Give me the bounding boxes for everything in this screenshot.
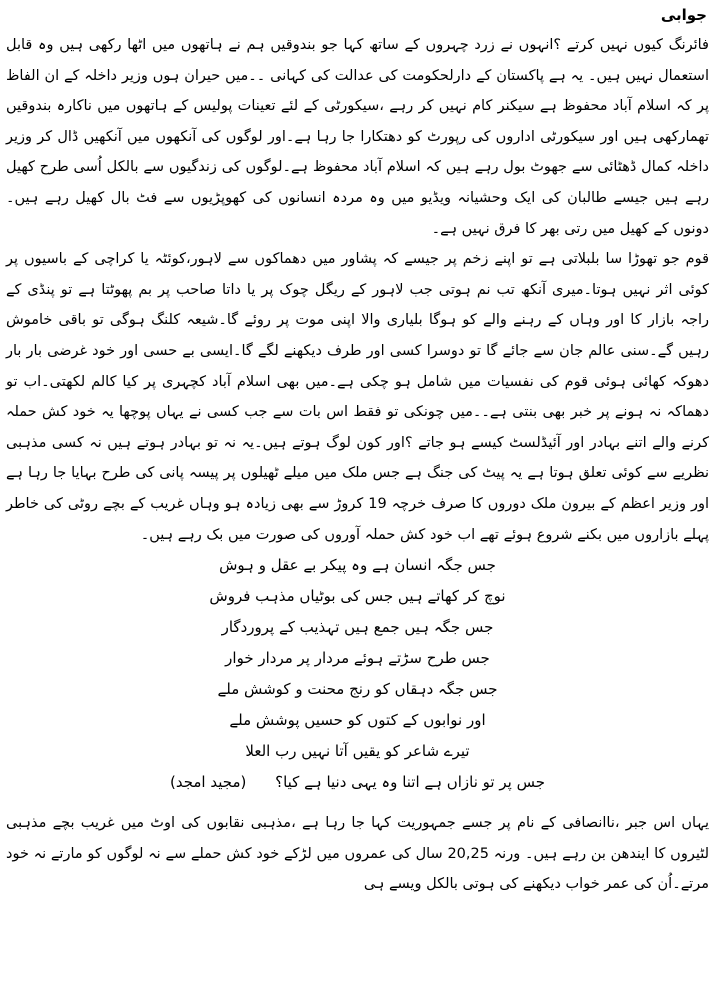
- poem-line: جس جگہ دہقاں کو رنج محنت و کوشش ملے: [217, 680, 498, 699]
- poem-line: اور نوابوں کے کتوں کو حسیں پوشش ملے: [229, 711, 486, 730]
- poem-line: جس طرح سڑتے ہوئے مردار پر مردار خوار: [225, 649, 490, 668]
- poem-attribution: (مجید امجد): [169, 773, 247, 792]
- paragraph-closing: یہاں اس جبر ،ناانصافی کے نام پر جسے جمہوریت کہا جا رہا ہے ،مذہبی نقابوں کی اوٹ میں غریب بچے مذہبی لٹیروں کا ایندھن بن رہے ہیں۔ ورنہ 20,25 سال کی عمروں میں لڑکے خود کش حملے سے نہ لوگوں کو مارتے نہ خود مرتے۔اُن کی عمر خواب دیکھنے کی ہوتی بالکل ویسے ہی: [6, 815, 709, 893]
- article: [6, 0, 709, 998]
- poem-line: نوچ کر کھاتے ہیں جس کی بوٹیاں مذہب فروش: [209, 587, 506, 606]
- paragraph-nation-suicide-attacks: قوم جو تھوڑا سا بلبلاتی ہے تو اپنے زخم پر جیسے کہ پشاور میں دھماکوں سے لاہور،کوئٹہ یا کراچی کے باسیوں پر کوئی اثر نہیں ہوتا۔میری آنکھ تب نم ہوتی جب لاہور کے ریگل چوک پر یا داتا صاحب پر بم پھوٹتا ہے تو پنڈی کے راجہ بازار کا اور وہاں کے رہنے والے کو ہوگا بلیاری والا اپنی موت پر روئے گا۔شیعہ کلنگ ہوگی تو باقی خاموش رہیں گے۔سنی عالم جان سے جائے گا تو دوسرا کسی اور طرف دیکھنے لگے گا۔ایسی بے حسی اور خود غرضی بار بار دھوکہ کھائی ہوئی قوم کی نفسیات میں شامل ہو چکی ہے۔میں بھی اسلام آباد کچہری پر کیا کالم لکھتی۔اب تو دھماکہ نہ ہونے پر خبر بھی بنتی ہے۔۔میں چونکی تو فقط اس بات سے جب کسی نے یہاں پوچھا یہ خود کش حملہ کرنے والے اتنے بہادر اور آئیڈلسٹ کیسے ہو جاتے ؟اور کون لوگ ہوتے ہیں۔یہ نہ تو بہادر ہوتے ہیں نہ کسی مذہبی نظریے سے کوئی تعلق ہوتا ہے یہ پیٹ کی جنگ ہے جس ملک میں میلے ٹھیلوں پر پیسہ پانی کی طرح بہایا جا رہا ہے اور وزیر اعظم کے بیرون ملک دوروں کا صرف خرچہ 19 کروڑ سے بھی زیادہ ہو وہاں غریب کے بچے روٹی کی خاطر پہلے بازاروں میں بکنے شروع ہوئے تھے اب خود کش حملہ آوروں کی صورت میں بک رہے ہیں۔: [6, 251, 709, 543]
- poem-line: جس جگہ ہیں جمع ہیں تہذیب کے پروردگار: [221, 618, 494, 637]
- poem-final-line: [6, 767, 709, 798]
- paragraph-court-security: فائرنگ کیوں نہیں کرتے ؟انہوں نے زرد چہروں کے ساتھ کہا جو بندوقیں ہم نے ہاتھوں میں اٹھا رکھی ہیں وہ قابل استعمال نہیں ہیں۔ یہ ہے پاکستان کے دارلحکومت کی عدالت کی کہانی ۔۔میں حیران ہوں وزیر داخلہ کے ان الفاظ پر کہ اسلام آباد محفوظ ہے سیکنر کام نہیں کر رہے ،سیکورٹی کے لئے تعینات پولیس کے ہاتھوں میں ناکارہ بندوقیں تھمارکھی ہیں اور سیکورٹی اداروں کی رپورٹ کو دھتکارا جا رہا ہے۔اور لوگوں کی آنکھوں میں آنکھیں ڈال کر وزیر داخلہ کمال ڈھٹائی سے جھوٹ بول رہے ہیں کہ اسلام آباد محفوظ ہے۔لوگوں کی زندگیوں سے بالکل اُسی طرح کھیل رہے ہیں جیسے طالبان کی ایک وحشیانہ ویڈیو میں وہ مردہ انسانوں کی کھوپڑیوں سے فٹ بال کھیل رہے ہیں۔دونوں کے کھیل میں رتی بھر کا فرق نہیں ہے۔: [6, 37, 709, 237]
- section-heading: جوابی: [660, 6, 707, 24]
- poem-line: جس جگہ انسان ہے وہ پیکر بے عقل و ہوش: [219, 556, 496, 575]
- poem-line: تیرے شاعر کو یقیں آتا نہیں رب العلا: [245, 742, 470, 761]
- poem-line: جس پر تو نازاں ہے اتنا وہ یہی دنیا ہے کیا؟: [275, 773, 545, 792]
- poem: [6, 550, 709, 767]
